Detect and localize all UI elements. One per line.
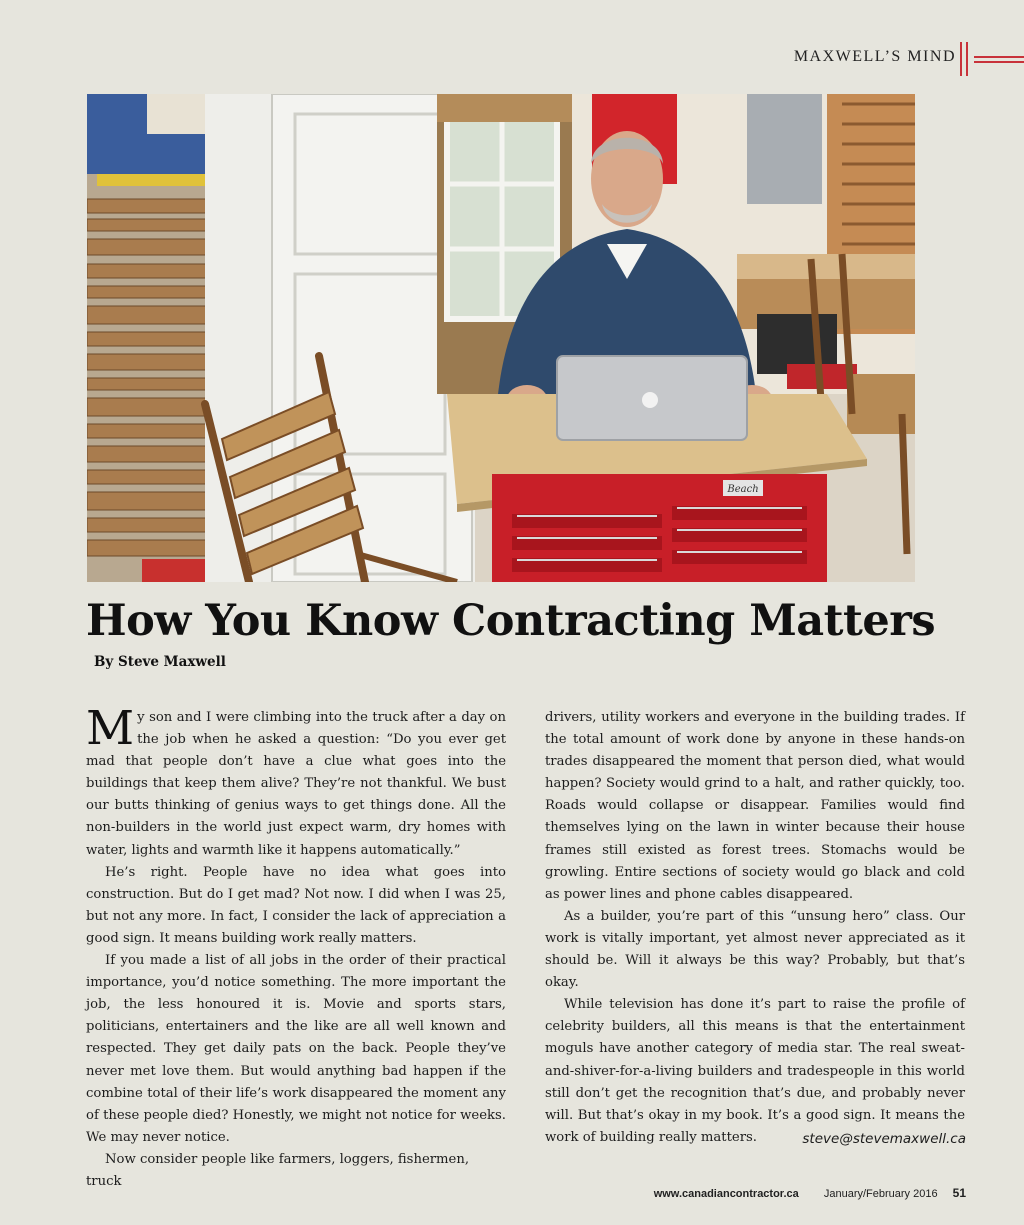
article-column-left	[86, 701, 506, 1193]
paragraph: drivers, utility workers and everyone in the building trades. If the total amount of work done by anyone in these hands-on trades disappeared the moment that person died, what would happen? Society would grind to a halt, and rather quickly, too. Roads would collapse or disappear. Families would find themselves lying on the lawn in winter because their house frames still existed as forest trees. Stomachs would be growling. Entire sections of society would go black and cold as power lines and phone cables disappeared.	[545, 710, 965, 902]
issue-date: January/February 2016	[823, 1188, 938, 1200]
footer-url-link[interactable]: www.canadiancontractor.ca	[653, 1188, 799, 1200]
article-title: How You Know Contracting Matters	[86, 596, 936, 646]
drop-cap: M	[86, 701, 135, 756]
byline: By Steve Maxwell	[94, 654, 226, 670]
paragraph-text: y son and I were climbing into the truck after a day on the job when he asked a question: “Do you ever get mad that people don’t have a clue what goes into the buildings that keep them alive? They’re not thankful. We bust our butts thinking of genius ways to get things done. All the non-builders in the world just expect warm, dry homes with water, lights and warmth like it happens automatically.”	[86, 710, 506, 858]
toolbox-brand-label: Beach	[727, 484, 759, 495]
workshop-photo-illustration	[87, 94, 915, 582]
hero-photo	[87, 94, 915, 582]
paragraph: Now consider people like farmers, loggers, fishermen, truck	[86, 1151, 470, 1189]
paragraph: If you made a list of all jobs in the order of their practical importance, you’d notice something. The more important the job, the less honoured it is. Movie and sports stars, politicians, entertainers and the like are all well known and respected. They get daily pats on the back. People they’ve never met love them. But would anything bad happen if the combine total of their life’s work disappeared the moment any of these people died? Honestly, we might not notice for weeks. We may never notice.	[86, 953, 506, 1145]
page-number: 51	[952, 1186, 966, 1200]
section-label: MAXWELL’S MIND	[793, 48, 956, 65]
accent-rule	[974, 61, 1024, 63]
accent-rule	[974, 56, 1024, 58]
paragraph	[86, 701, 506, 862]
paragraph: While television has done it’s part to raise the profile of celebrity builders, all this means is that the entertainment moguls have another category of media star. The real sweat-and-shiver-for-a-living builders and tradespeople in this world still don’t get the recognition that’s due, and probably never will. But that’s okay in my book. It’s a good sign. It means the work of building really matters.	[545, 997, 965, 1145]
page-footer	[654, 1186, 966, 1200]
paragraph: He’s right. People have no idea what goes into construction. But do I get mad? Not now. I did when I was 25, but not any more. In fact, I consider the lack of appreciation a good sign. It means building work really matters.	[86, 864, 506, 946]
article-column-right	[545, 707, 965, 1149]
accent-rule	[966, 42, 968, 76]
paragraph: As a builder, you’re part of this “unsung hero” class. Our work is vitally important, yet almost never appreciated as it should be. Will it always be this way? Probably, but that’s okay.	[545, 908, 965, 991]
accent-rule	[960, 42, 962, 76]
author-email-link[interactable]: steve@stevemaxwell.ca	[802, 1131, 966, 1147]
